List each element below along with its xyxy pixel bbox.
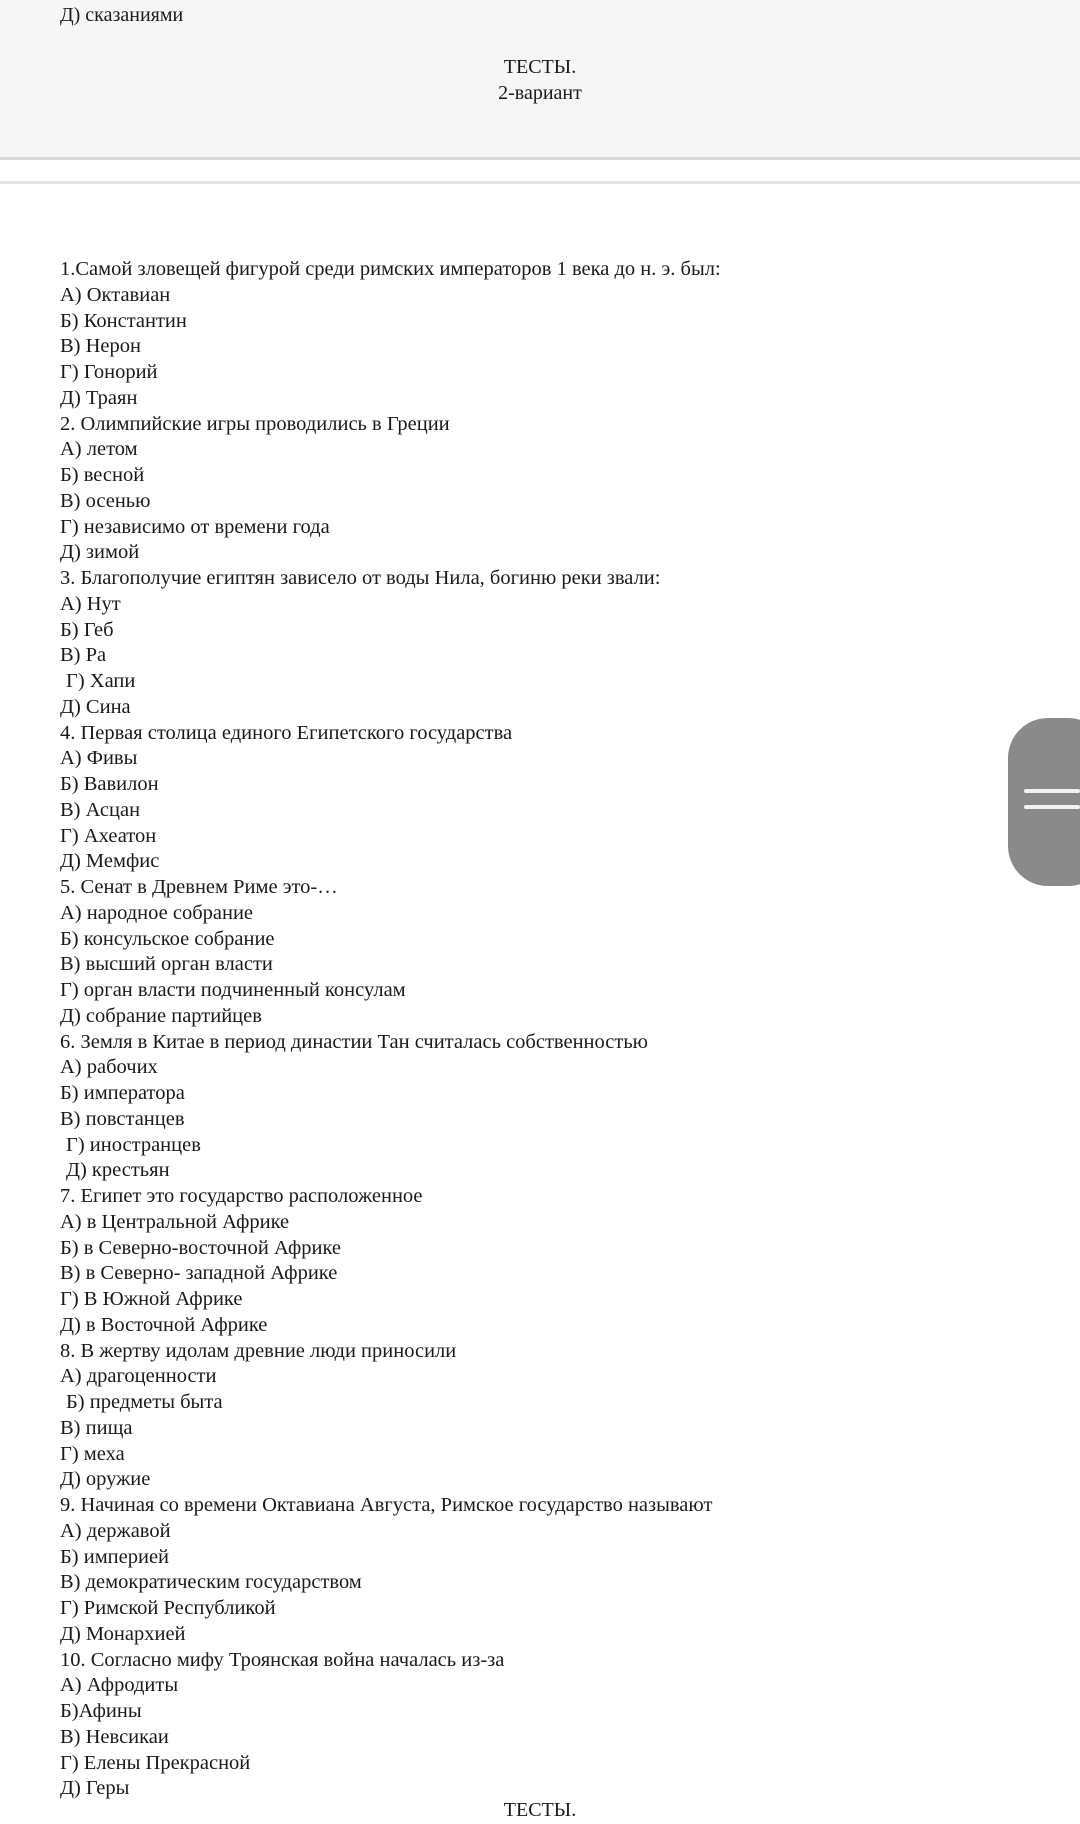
variant-label: 2-вариант xyxy=(498,82,582,104)
answer-option: Г) Елены Прекрасной xyxy=(60,1751,251,1774)
next-section-title: ТЕСТЫ. xyxy=(503,1799,577,1821)
answer-option: А) Фивы xyxy=(60,747,138,770)
answer-option: А) народное собрание xyxy=(60,901,254,924)
answer-option: В) пища xyxy=(60,1416,133,1439)
answer-option: В) Асцан xyxy=(60,798,141,821)
question-text: 10. Согласно мифу Троянская война началась из-за xyxy=(60,1648,505,1671)
answer-option: А) рабочих xyxy=(60,1056,158,1079)
grip-line-icon xyxy=(1024,805,1080,809)
answer-option: Б) Константин xyxy=(60,309,187,332)
answer-option: Д) в Восточной Африке xyxy=(60,1313,268,1336)
answer-option: В) осенью xyxy=(60,489,151,512)
page-divider-secondary xyxy=(0,181,1080,184)
scroll-handle[interactable] xyxy=(1008,718,1080,886)
question-text: 3. Благополучие египтян зависело от воды Нила, богиню реки звали: xyxy=(60,567,661,589)
page-divider xyxy=(0,157,1080,160)
answer-option: Д) оружие xyxy=(60,1468,151,1491)
answer-option: А) драгоценности xyxy=(60,1365,217,1388)
answer-option: В) Невсикаи xyxy=(60,1725,169,1748)
answer-option: В) в Северно- западной Африке xyxy=(60,1262,338,1285)
answer-option: Б) весной xyxy=(60,464,145,486)
answer-option: В) демократическим государством xyxy=(60,1571,362,1594)
answer-option: В) повстанцев xyxy=(60,1107,185,1130)
answer-option: Г) Гонорий xyxy=(60,361,158,383)
question-text: 7. Египет это государство расположенное xyxy=(60,1185,423,1207)
answer-option: Г) Ахеатон xyxy=(60,824,157,847)
previous-page-answer: Д) сказаниями xyxy=(60,4,184,26)
grip-line-icon xyxy=(1024,789,1080,793)
answer-option: Г) независимо от времени года xyxy=(60,515,330,538)
answer-option: А) летом xyxy=(60,438,138,461)
answer-option: А) державой xyxy=(60,1519,171,1542)
answer-option: Б) императора xyxy=(60,1082,185,1104)
answer-option: Б) в Северно-восточной Африке xyxy=(60,1236,342,1259)
answer-option: Г) иностранцев xyxy=(66,1133,201,1156)
answer-option: Б) империей xyxy=(60,1545,170,1568)
question-text: 2. Олимпийские игры проводились в Греции xyxy=(60,412,450,435)
answer-option: Г) Хапи xyxy=(66,670,136,692)
question-text: 1.Самой зловещей фигурой среди римских императоров 1 века до н. э. был: xyxy=(60,258,721,280)
question-text: 6. Земля в Китае в период династии Тан считалась собственностью xyxy=(60,1030,648,1053)
answer-option: Д) зимой xyxy=(60,541,140,564)
question-text: 9. Начиная со времени Октавиана Августа, Римское государство называют xyxy=(60,1494,713,1516)
answer-option: Д) Мемфис xyxy=(60,850,160,873)
answer-option: А) Афродиты xyxy=(60,1674,179,1697)
quiz-questions xyxy=(60,257,960,1802)
answer-option: Б) Геб xyxy=(60,618,114,641)
answer-option: Г) меха xyxy=(60,1442,125,1465)
answer-option: Б) предметы быта xyxy=(66,1391,223,1413)
answer-option: А) Октавиан xyxy=(60,283,171,306)
answer-option: Д) крестьян xyxy=(66,1159,170,1182)
answer-option: Д) Геры xyxy=(60,1777,130,1800)
answer-option: Д) Сина xyxy=(60,695,131,718)
answer-option: А) в Центральной Африке xyxy=(60,1210,290,1233)
question-text: 8. В жертву идолам древние люди приносили xyxy=(60,1339,457,1362)
answer-option: Б) Вавилон xyxy=(60,773,159,795)
answer-option: В) высший орган власти xyxy=(60,953,273,976)
answer-option: А) Нут xyxy=(60,592,121,615)
answer-option: Б)Афины xyxy=(60,1700,142,1722)
answer-option: Г) В Южной Африке xyxy=(60,1288,243,1310)
question-text: 4. Первая столица единого Египетского государства xyxy=(60,721,513,744)
answer-option: Д) собрание партийцев xyxy=(60,1004,262,1027)
question-text: 5. Сенат в Древнем Риме это-… xyxy=(60,876,338,898)
answer-option: Г) Римской Республикой xyxy=(60,1597,276,1619)
answer-option: Б) консульское собрание xyxy=(60,927,275,950)
answer-option: В) Ра xyxy=(60,644,107,667)
answer-option: Д) Траян xyxy=(60,386,138,409)
page-title: ТЕСТЫ. xyxy=(503,56,577,78)
answer-option: Г) орган власти подчиненный консулам xyxy=(60,979,406,1001)
answer-option: Д) Монархией xyxy=(60,1622,186,1645)
answer-option: В) Нерон xyxy=(60,335,141,358)
